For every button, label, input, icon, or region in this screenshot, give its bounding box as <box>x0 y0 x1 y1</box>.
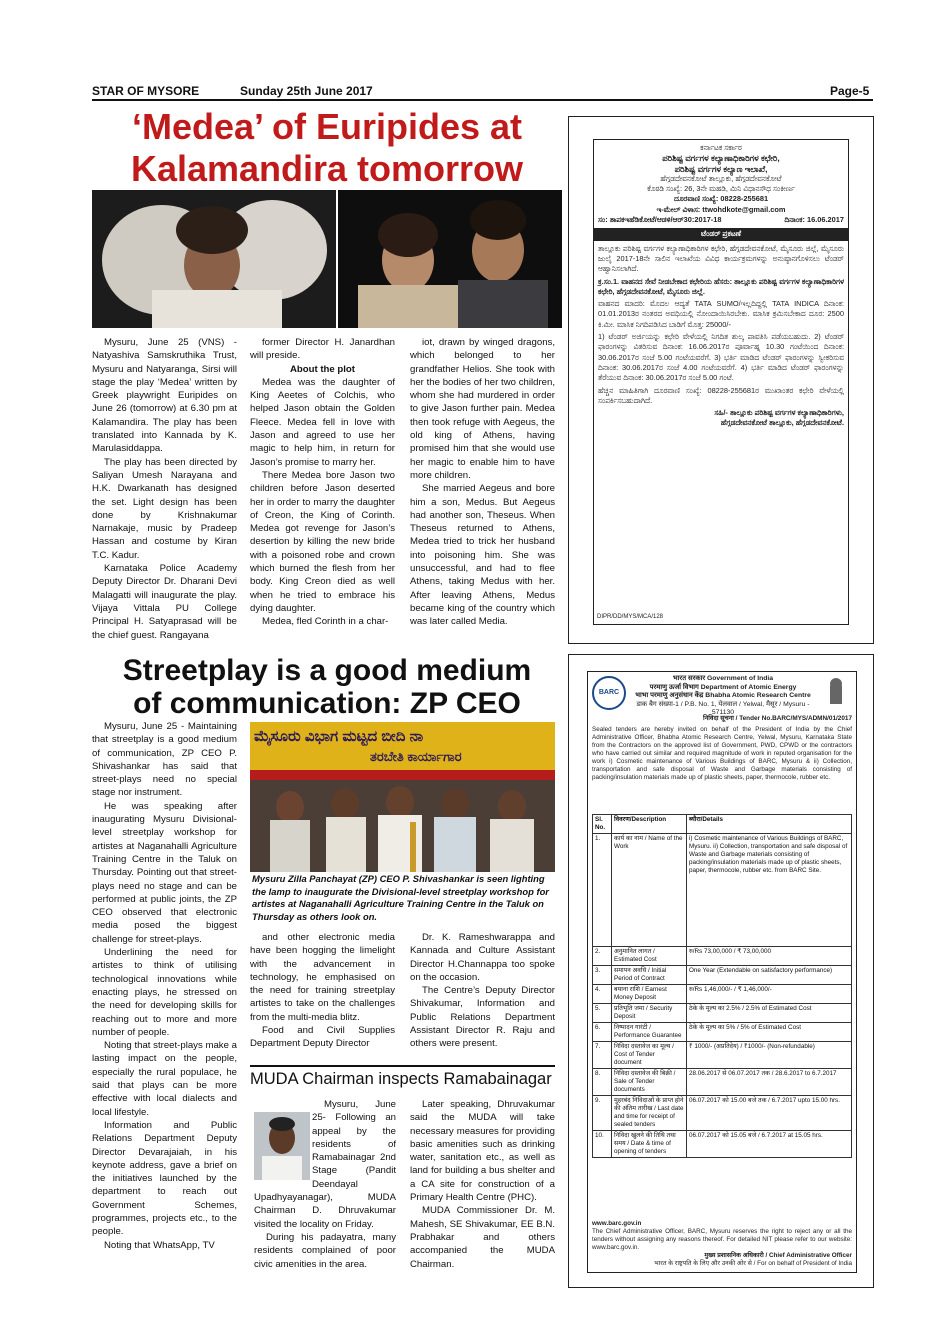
streetplay-paragraph: Mysuru, June 25 - Maintaining that streetplay is a good medium of communication, ZP CEO P. Shivashankar has said that street-plays need no special stage nor instrument. <box>92 721 237 799</box>
banner-text-line2: ತರಬೇತಿ ಕಾರ್ಯಾಗಾರ <box>370 749 462 764</box>
ad1-letterhead <box>594 140 848 215</box>
ad2-row-details: ठेके के मूल्य का 2.5% / 2.5% of Estimated Cost <box>687 1004 852 1023</box>
streetplay-mid-column <box>250 931 395 1051</box>
ad1-line: ಕೊಠಡಿ ಸಂಖ್ಯೆ: 26, 3ನೇ ಮಹಡಿ, ಮಿನಿ ವಿಧಾನಸೌಧ ಸಂಕೀರ್ಣ <box>647 184 795 194</box>
ad2-tender-number: निविदा सूचना / Tender No.BARC/MYS/ADMN/01/2017 <box>703 715 852 722</box>
ad2-row-desc: मुहरबंद निविदाओं के प्राप्त होने की अंतिम तारीख / Last date and time for receipt of sealed tenders <box>612 1096 687 1131</box>
medea-paragraph: former Director H. Janardhan will preside. <box>250 337 395 362</box>
ad2-row-details: ठेके के मूल्य का 5% / 5% of Estimated Cost <box>687 1023 852 1042</box>
ad2-row-no: 2. <box>593 947 612 966</box>
medea-photo-right <box>338 190 562 328</box>
streetplay-photo <box>250 722 555 872</box>
ad2-col-desc: विवरण/Description <box>612 815 687 834</box>
ad1-line: ಪರಿಶಿಷ್ಟ ವರ್ಗಗಳ ಕಲ್ಯಾಣ ಇಲಾಖೆ, <box>674 163 768 174</box>
ad1-line: ಇ-ಮೇಲ್ ವಿಳಾಸ: ttwohdkote@gmail.com <box>656 204 786 214</box>
ad1-title: ಟೆಂಡರ್ ಪ್ರಕಟಣೆ <box>594 228 848 240</box>
streetplay-paragraph: The Centre’s Deputy Director Shivakumar, Information and Public Relations Department Assistant Director R. Raju and others were present. <box>410 985 555 1050</box>
muda-top-rule <box>250 1065 555 1067</box>
ad1-signature <box>594 408 848 429</box>
ad2-row-no: 8. <box>593 1069 612 1096</box>
ad2-intro: Sealed tenders are hereby invited on behalf of the President of India by the Chief Administrative Officer, Bhabha Atomic Research Centre, Yelwal, Mysuru, Karnataka State from the Contractors on the approved list of Government, PWD, CPWD or the contractors who have carried out similar and required magnitude of work in reputed organisation for the work i) Cosmetic maintenance of Various Buildings of BARC, Mysuru & ii) Collection, transportation and safe disposal of Waste and Garbage materials consisting of packing/insulation materials made up of plastic sheets, paper, thermocole, rubber etc. <box>592 726 852 781</box>
ad1-line: ದೂರವಾಣಿ ಸಂಖ್ಯೆ: 08228-255681 <box>673 194 769 204</box>
streetplay-paragraph: Noting that WhatsApp, TV <box>104 1239 215 1251</box>
ad2-row-desc: अनुमानित लागत / Estimated Cost <box>612 947 687 966</box>
streetplay-paragraph: Information and Public Relations Department Deputy Director Devarajaiah, in his keynote address, gave a brief on the initiatives launched by the department to reach out Government Schemes, programmes, projects etc., to the people. <box>92 1119 237 1238</box>
table-row <box>593 1096 852 1131</box>
table-row <box>593 985 852 1004</box>
ad2-table <box>592 814 852 1158</box>
table-row <box>593 947 852 966</box>
ad1-para: ತಾಲ್ಲೂಕು ಪರಿಶಿಷ್ಟ ವರ್ಗಗಳ ಕಲ್ಯಾಣಾಧಿಕಾರಿಗಳ ಕಛೇರಿ, ಹೆಗ್ಗಡದೇವನಕೋಟೆ, ಮೈಸೂರು ಜಿಲ್ಲೆ, ಮೈಸೂರು ಜುಲೈ 2017-18ನೇ ಸಾಲಿನ ಇಲಾಖೆಯ ವಿವಿಧ ಕಾರ್ಯಕ್ರಮಗಳನ್ನು ಅನುಷ್ಠಾನಗೊಳಿಸಲು ಟೆಂಡರ್ ಆಹ್ವಾನಿಸಲಾಗಿದೆ. <box>598 243 844 274</box>
ad2-gov: भारत सरकार Government of India <box>672 675 774 682</box>
ad2-row-no: 5. <box>593 1004 612 1023</box>
muda-left-column <box>254 1098 396 1271</box>
emblem-icon <box>824 676 848 706</box>
ad2-row-no: 3. <box>593 966 612 985</box>
ad1-para: ಕ್ರ.ಸಂ.1. ವಾಹನದ ಸೇವೆ ನೀಡಬೇಕಾದ ಕಛೇರಿಯ ಹೆಸರು: ತಾಲ್ಲೂಕು ಪರಿಶಿಷ್ಟ ವರ್ಗಗಳ ಕಲ್ಯಾಣಾಧಿಕಾರಿಗಳ ಕಛೇರಿ, ಹೆಗ್ಗಡದೇವನಕೋಟೆ, ಮೈಸೂರು ಜಿಲ್ಲೆ. <box>598 276 844 296</box>
newspaper-name: STAR OF MYSORE <box>92 84 200 98</box>
ad2-row-no: 9. <box>593 1096 612 1131</box>
medea-column-3 <box>410 336 555 629</box>
medea-paragraph: Medea, fled Corinth in a char- <box>262 616 389 628</box>
streetplay-headline <box>92 654 562 720</box>
streetplay-headline-line2: of communication: ZP CEO <box>133 687 521 720</box>
medea-photo-left <box>92 190 336 328</box>
ad2-address: डाक बैग संख्या-1 / P.B. No. 1, येलवाल / Yelwal, मैसूर / Mysuru - 571130 <box>636 700 810 717</box>
ad2-row-desc: निविदा दस्तावेज का मूल्य / Cost of Tender document <box>612 1042 687 1069</box>
table-row <box>593 1042 852 1069</box>
ad2-row-desc: प्रतिभूति जमा / Security Deposit <box>612 1004 687 1023</box>
streetplay-headline-line1: Streetplay is a good medium <box>122 654 532 687</box>
table-row <box>593 1131 852 1158</box>
muda-headline: MUDA Chairman inspects Ramabainagar <box>250 1070 552 1088</box>
ad2-row-desc: समापन अवधि / Initial Period of Contract <box>612 966 687 985</box>
streetplay-right-column <box>410 931 555 1051</box>
ad2-row-no: 4. <box>593 985 612 1004</box>
issue-date: Sunday 25th June 2017 <box>240 84 373 98</box>
tender-ad-barc <box>568 654 874 1288</box>
muda-right-column <box>410 1098 555 1271</box>
ad2-footer <box>592 1220 852 1268</box>
ad1-ref-row <box>594 215 848 225</box>
medea-headline-line1: ‘Medea’ of Euripides at <box>131 106 523 147</box>
ad2-row-desc: निष्पादन गारंटी / Performance Guarantee <box>612 1023 687 1042</box>
ad1-line: ಕರ್ನಾಟಕ ಸರ್ಕಾರ <box>700 143 742 152</box>
ad2-table-header <box>593 815 852 834</box>
medea-column-1 <box>92 336 237 642</box>
streetplay-photo-caption: Mysuru Zilla Panchayat (ZP) CEO P. Shivashankar is seen lighting the lamp to inaugurate the Divisional-level streetplay workshop for artistes at Naganahalli Agriculture Training Centre in the Taluk on Thursday as others look on. <box>252 873 549 922</box>
ad2-row-desc: निविदा दस्तावेज की बिक्री / Sale of Tender documents <box>612 1069 687 1096</box>
tender-ad-kannada <box>568 116 874 644</box>
ad2-row-details: i) Cosmetic maintenance of Various Buildings of BARC, Mysuru. ii) Collection, transportation and safe disposal of Waste and Garbage materials consisting of packing/insulation materials made up of plastic sheets, paper, thermocole, rubber etc. from BARC Site. <box>687 834 852 947</box>
ad2-row-no: 6. <box>593 1023 612 1042</box>
ad2-sign: मुख्य प्रशासनिक अधिकारी / Chief Administrative Officer <box>704 1252 852 1259</box>
ad1-para: 1) ಟೆಂಡರ್ ಅರ್ಜಿಯನ್ನು ಕಛೇರಿ ವೇಳೆಯಲ್ಲಿ ನಿಗದಿತ ಶುಲ್ಕ ಪಾವತಿಸಿ ಪಡೆಯಬಹುದು. 2) ಟೆಂಡರ್ ಫಾರಂಗಳನ್ನು ವಿತರಿಸುವ ದಿನಾಂಕ: 16.06.2017ರ ಪೂರ್ವಾಹ್ನ 10.30 ಗಂಟೆಯಿಂದ ದಿನಾಂಕ: 30.06.2017ರ ಸಂಜೆ 5.00 ಗಂಟೆಯವರೆಗೆ. 3) ಭರ್ತಿ ಮಾಡಿದ ಟೆಂಡರ್ ಫಾರಂಗಳನ್ನು ಸ್ವೀಕರಿಸುವ ದಿನಾಂಕ: 30.06.2017ರ ಸಂಜೆ 4.00 ಗಂಟೆಯವರೆಗೆ. 4) ಭರ್ತಿ ಮಾಡಿದ ಟೆಂಡರ್ ಫಾರಂಗಳನ್ನು ತೆರೆಯುವ ದಿನಾಂಕ: 30.06.2017ರ ಸಂಜೆ 5.00 ಗಂಟೆ. <box>598 332 844 383</box>
banner-text-line1: ಮೈಸೂರು ವಿಭಾಗ ಮಟ್ಟದ ಬೀದಿ ನಾ <box>254 728 424 745</box>
ad2-row-desc: बयाना राशि / Earnest Money Deposit <box>612 985 687 1004</box>
ad2-table-wrap <box>592 814 852 1158</box>
ad2-row-details: रु/Rs 73,00,000 / ₹ 73,00,000 <box>687 947 852 966</box>
ad2-row-details: One Year (Extendable on satisfactory performance) <box>687 966 852 985</box>
muda-paragraph: MUDA Commissioner Dr. M. Mahesh, SE Shivakumar, EE B.N. Prabhakar and others accompanied the MUDA Chairman. <box>410 1205 555 1270</box>
ad2-row-details: 06.07.2017 को 15.00 बजे तक / 6.7.2017 upto 15.00 hrs. <box>687 1096 852 1131</box>
table-row <box>593 966 852 985</box>
ad1-line: ಪರಿಶಿಷ್ಟ ವರ್ಗಗಳ ಕಲ್ಯಾಣಾಧಿಕಾರಿಗಳ ಕಛೇರಿ, <box>662 153 780 164</box>
ad2-row-no: 1. <box>593 834 612 947</box>
tender-ad-inner <box>593 139 849 625</box>
ad1-para: ಹೆಚ್ಚಿನ ಮಾಹಿತಿಗಾಗಿ ದೂರವಾಣಿ ಸಂಖ್ಯೆ: 08228-255681ರ ಮುಖಾಂತರ ಕಛೇರಿ ವೇಳೆಯಲ್ಲಿ ಸಂಪರ್ಕಿಸಬಹುದಾಗಿದೆ. <box>598 385 844 405</box>
medea-subheading: About the plot <box>289 363 355 375</box>
medea-paragraph: The play has been directed by Saliyan Umesh Narayana and H.K. Dwarkanath has designed the set. Light design has been done by Krishnakumar Narnakaje, music by Pradeep Hassan and costume by Kiran T.C. Kadur. <box>92 456 237 561</box>
streetplay-paragraph: Noting that street-plays make a lasting impact on the people, especially the rural populace, he said that plays can be more effective with local dialects and local lifestyle. <box>92 1040 237 1118</box>
ad1-sign-line: ಸಹಿ/- ತಾಲ್ಲೂಕು ಪರಿಶಿಷ್ಟ ವರ್ಗಗಳ ಕಲ್ಯಾಣಾಧಿಕಾರಿಗಳು, <box>714 408 844 418</box>
ad2-row-no: 7. <box>593 1042 612 1069</box>
streetplay-paragraph: Food and Civil Supplies Department Deputy Director <box>250 1025 395 1050</box>
ad1-sign-line: ಹೆಗ್ಗಡದೇವನಕೋಟೆ ತಾಲ್ಲೂಕು, ಹೆಗ್ಗಡದೇವನಕೋಟೆ. <box>720 418 844 428</box>
ad2-centre: भाभा परमाणु अनुसंधान केंद्र Bhabha Atomic Research Centre <box>635 692 811 700</box>
ad2-row-desc: निविदा खुलने की तिथि तथा समय / Date & time of opening of tenders <box>612 1131 687 1158</box>
streetplay-paragraph: Dr. K. Rameshwarappa and Kannada and Culture Assistant Director H.Channappa too spoke on the occasion. <box>410 932 555 983</box>
ad2-letterhead <box>626 675 820 718</box>
streetplay-paragraph: Underlining the need for artistes to think of utilising technological innovations while enacting plays, he stressed on the need for developing skills for reaching out to more and more number of people. <box>92 947 237 1038</box>
table-row <box>593 1004 852 1023</box>
medea-actress-image <box>92 190 336 328</box>
ad2-col-sl: Sl. No. <box>593 815 612 834</box>
streetplay-left-column <box>92 720 237 1252</box>
medea-paragraph: iot, drawn by winged dragons, which belonged to her grandfather Helios. She took with her the bodies of her two children, whom she had murdered in order to give Jason further pain. Medea then took refuge with Aegeus, the old king of Athens, having promised him that she would use her magic to enable him to have more children. <box>410 337 555 481</box>
muda-paragraph: Later speaking, Dhruvakumar said the MUDA will take necessary measures for providing basic amenities such as drinking water, sanitation etc., as well as land for building a bus shelter and a CA site for construction of a Primary Health Centre (PHC). <box>410 1099 555 1204</box>
medea-paragraph: She married Aegeus and bore him a son, Medus. But Aegeus had another son, Theseus. When Theseus returned to Athens, Medea tried to trick her husband into poisoning him. She was unsuccessful, and had to flee Athens, taking Medus with her. After leaving Athens, Medus became king of the country which was later called Media. <box>410 483 555 628</box>
ad1-line: ಹೆಗ್ಗಡದೇವನಕೋಟೆ ತಾಲ್ಲೂಕು, ಹೆಗ್ಗಡದೇವನಕೋಟೆ <box>660 173 782 183</box>
ad2-row-details: ₹ 1000/- (अप्रतिदेय) / ₹1000/- (Non-refundable) <box>687 1042 852 1069</box>
header-rule <box>92 99 873 101</box>
medea-headline <box>92 106 562 190</box>
ad1-ref-date: ದಿನಾಂಕ: 16.06.2017 <box>784 215 844 225</box>
ad2-row-details: 28.06.2017 से 06.07.2017 तक / 28.6.2017 to 6.7.2017 <box>687 1069 852 1096</box>
medea-headline-line2: Kalamandira tomorrow <box>130 148 524 189</box>
medea-paragraph: Mysuru, June 25 (VNS) - Natyashiva Samskruthika Trust, Mysuru and Natyaranga, Sirsi will stage the play ‘Medea’ written by Greek playwright Euripides on June 26 (tomorrow) at 6.30 pm at Kalamandira. The play has been translated into Kannada by K. Marulasiddappa. <box>92 337 237 455</box>
ad1-body <box>594 244 848 406</box>
ad2-inner <box>587 671 857 1273</box>
ad2-row-no: 10. <box>593 1131 612 1158</box>
medea-paragraph: There Medea bore Jason two children before Jason deserted her in order to marry the daughter of Creon, the King of Corinth. Medea got revenge for Jason’s desertion by killing the new bride with a poisoned robe and crown which burned the flesh from her body. King Creon died as well when he tried to embrace his dying daughter. <box>250 469 395 614</box>
ad2-note: The Chief Administrative Officer, BARC, Mysuru reserves the right to reject any or all the tenders without assigning any reasons thereof. For detailed NIT please refer to our website: www.barc.gov.in. <box>592 1228 852 1251</box>
table-row <box>593 1023 852 1042</box>
ad2-row-details: 06.07.2017 को 15.05 बजे / 6.7.2017 at 15.05 hrs. <box>687 1131 852 1158</box>
medea-column-2 <box>250 336 395 629</box>
ad2-col-details: ब्यौरा/Details <box>687 815 852 834</box>
muda-paragraph: During his padayatra, many residents complained of poor civic amenities in the area. <box>254 1231 396 1270</box>
medea-paragraph: Karnataka Police Academy Deputy Director Dr. Dharani Devi Malagatti will inaugurate the play. Vijaya Vittala PU College Principal H. Satyaprasad will be the chief guest. Rangayana <box>92 563 237 641</box>
ad2-dept: परमाणु ऊर्जा विभाग Department of Atomic Energy <box>649 683 797 691</box>
ad2-row-details: रु/Rs 1,46,000/- / ₹ 1,46,000/- <box>687 985 852 1004</box>
medea-couple-image <box>338 190 562 328</box>
table-row <box>593 834 852 947</box>
ad2-sign2: भारत के राष्ट्रपति के लिए और उनकी ओर से / For on behalf of President of India <box>654 1260 852 1267</box>
streetplay-paragraph: He was speaking after inaugurating Mysuru Divisional-level streetplay workshop for artistes at Naganahalli Agriculture Training Centre in the Taluk on Thursday. Pointing out that street-plays need no stage and can be performed at public joints, the ZP CEO observed that electronic media posed the biggest challenge for street-plays. <box>92 800 237 945</box>
ad2-website: www.barc.gov.in <box>592 1220 642 1227</box>
streetplay-paragraph: and other electronic media have been hogging the limelight with the advancement in technology, he emphasised on the need for training streetplay artistes to take on the challenges from the multi-media blitz. <box>250 932 395 1023</box>
muda-paragraph: Mysuru, June 25- Following an appeal by the residents of Ramabainagar 2nd Stage (Pandit Deendayal Upadhyayanagar), MUDA Chairman D. Dhruvakumar visited the locality on Friday. <box>254 1099 396 1230</box>
ad1-code: DIPR/DD/MYS/MCA/128 <box>597 613 664 620</box>
barc-logo: BARC <box>592 676 626 710</box>
ad1-para: ವಾಹನದ ಮಾದರಿ: ಮೊದಲ ಆದ್ಯತೆ TATA SUMO/ಇಲ್ಲದಿದ್ದಲ್ಲಿ TATA INDICA ದಿನಾಂಕ: 01.01.2013ರ ನಂತರದ ಅವಧಿಯಲ್ಲಿ ನೋಂದಾಯಿಸಿರಬೇಕು. ಮಾಸಿಕ ಕ್ರಮಿಸಬೇಕಾದ ದೂರ: 2500 ಕಿ.ಮೀ. ಮಾಸಿಕ ನಿಗದಿಪಡಿಸಿದ ಬಾಡಿಗೆ ಮೊತ್ತ: 25000/- <box>598 299 844 329</box>
ad2-row-desc: कार्य का नाम / Name of the Work <box>612 834 687 947</box>
medea-paragraph: Medea was the daughter of King Aeetes of Colchis, who helped Jason obtain the Golden Fleece. Medea fell in love with Jason and agreed to use her magic to help him, in return for Jason’s promise to marry her. <box>250 376 395 468</box>
table-row <box>593 1069 852 1096</box>
page-number: Page-5 <box>830 84 870 98</box>
ad1-ref-number: ಸಂ: ತಾಪಕಇಹೆಡಿಕೋಟೆ/ಆಡಳಿ/ಆರ್‌30:2017-18 <box>598 215 722 225</box>
